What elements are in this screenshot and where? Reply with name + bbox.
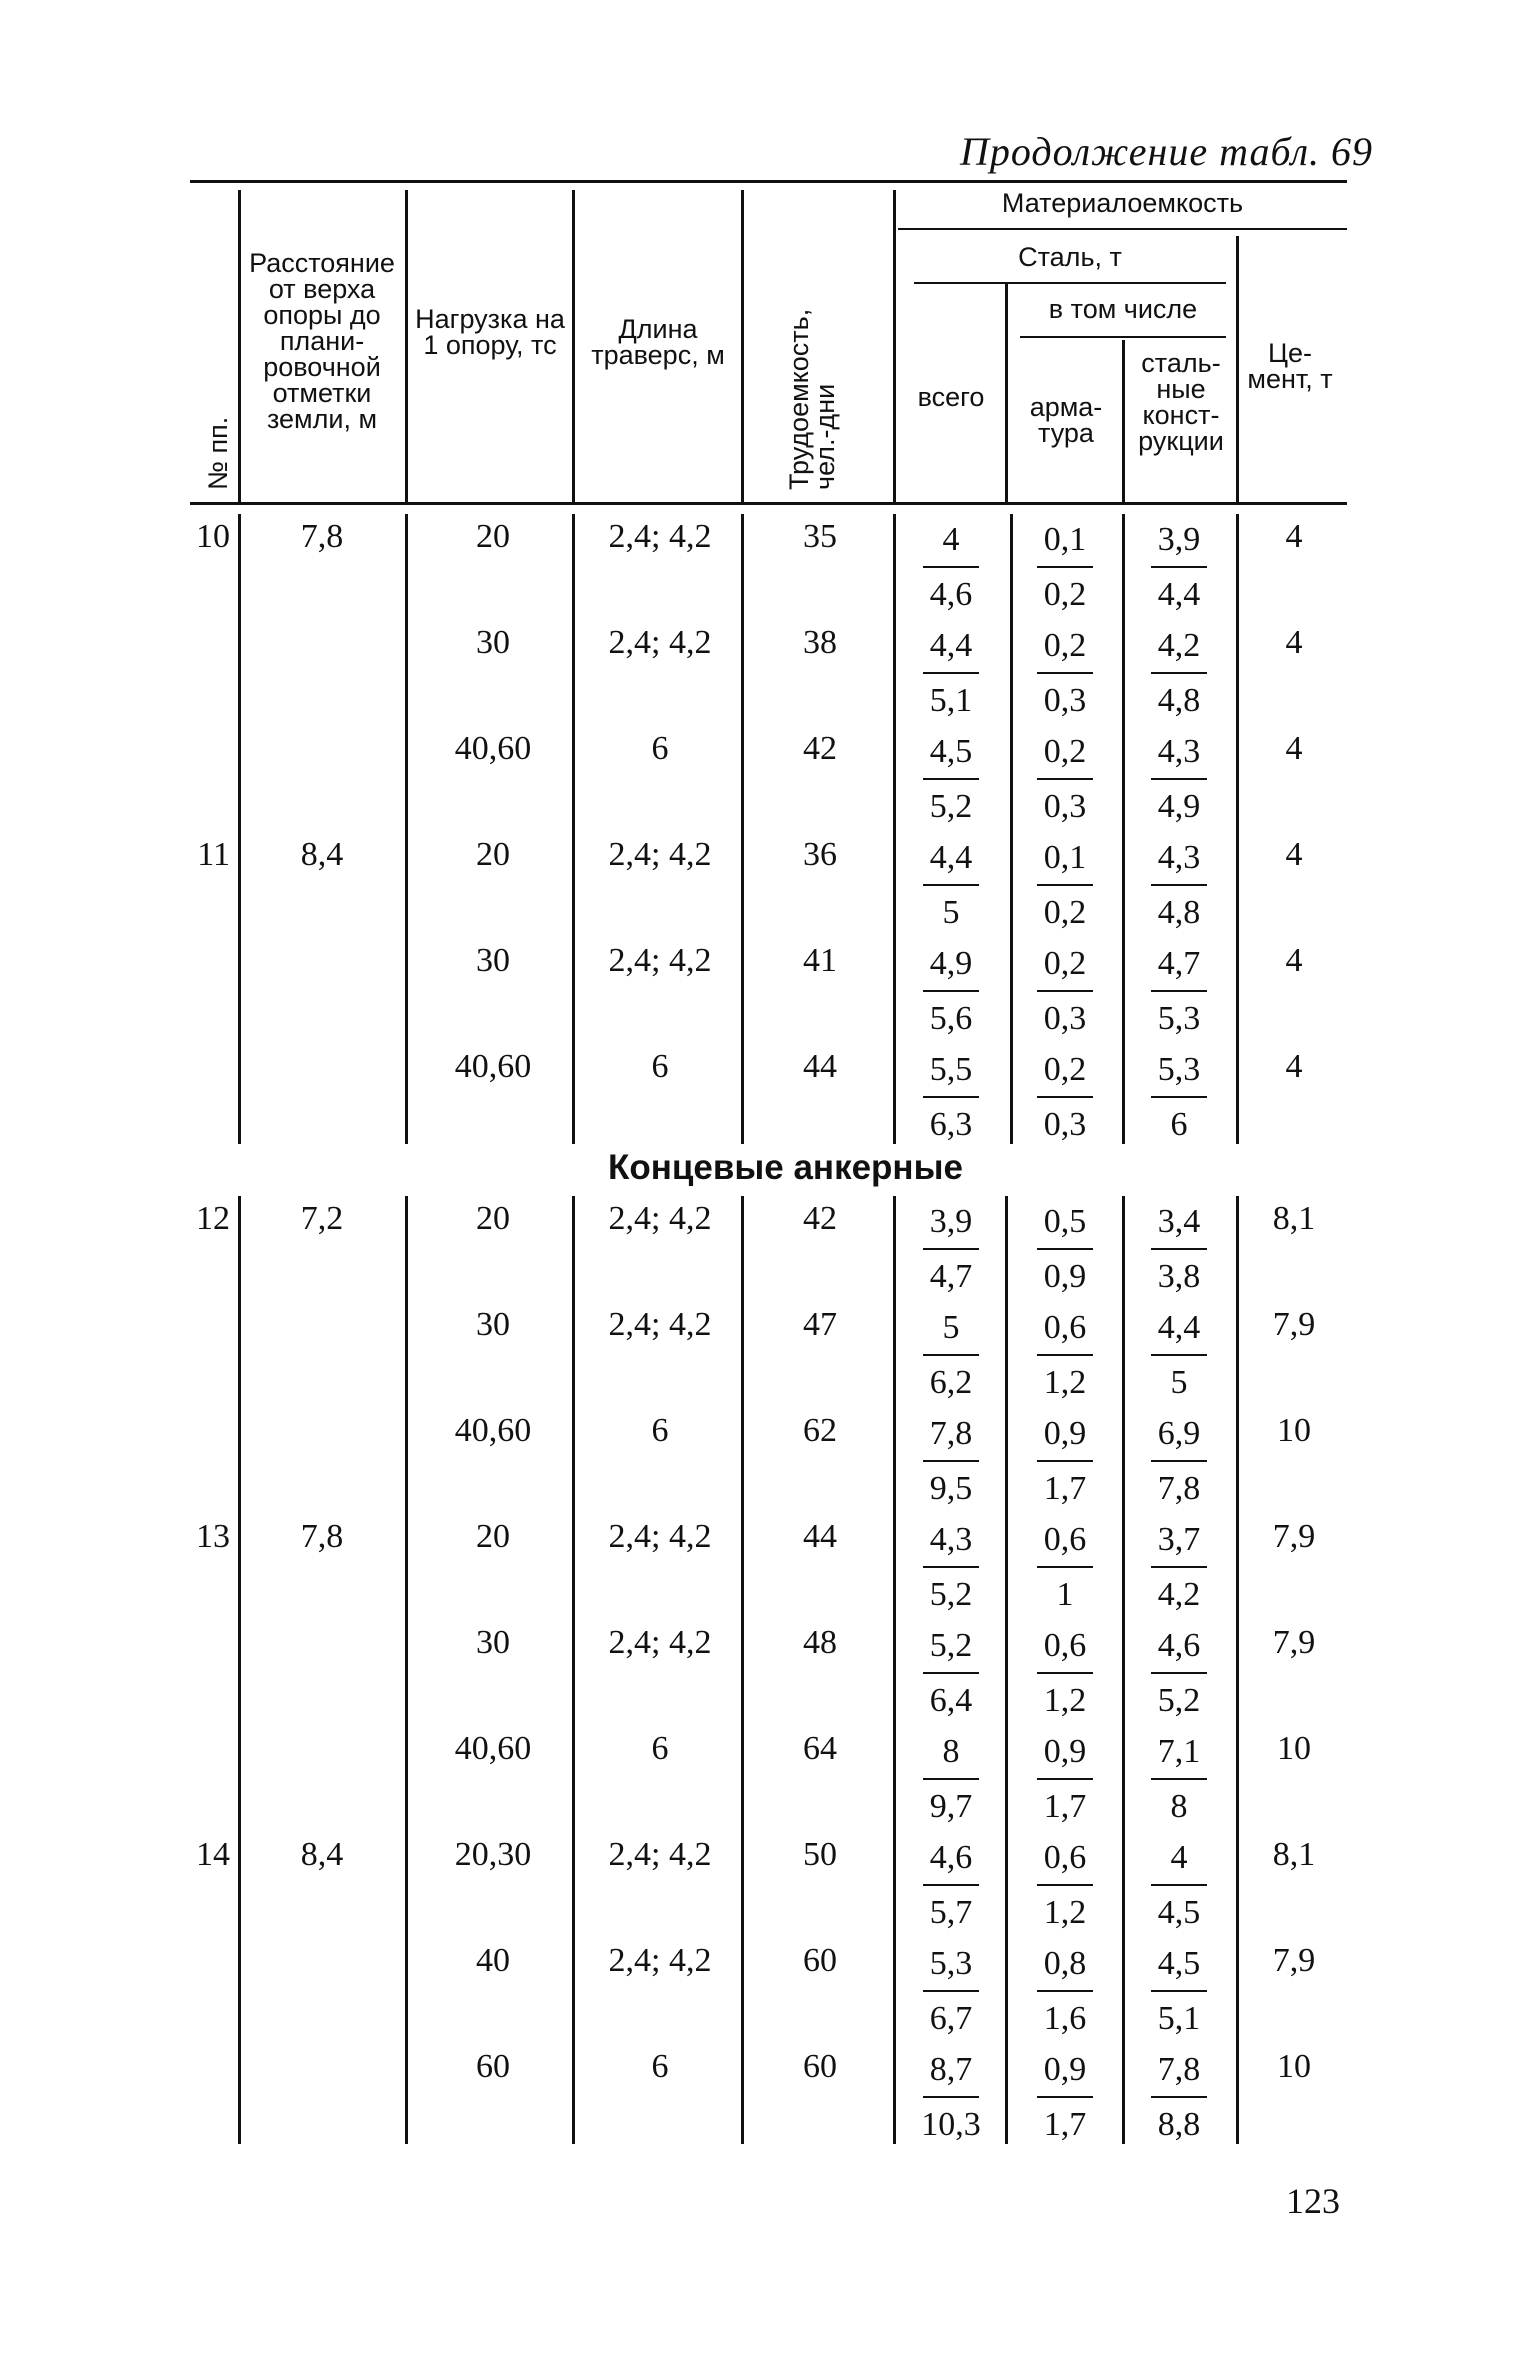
cement-cell: 7,9 [1272, 1306, 1316, 1343]
rebar-cell-numerator: 0,9 [1043, 2051, 1087, 2088]
steel-header-rule [914, 282, 1226, 284]
body2-rule-1 [238, 1196, 241, 2144]
cement-cell: 4 [1285, 942, 1303, 979]
rebar-cell-denominator: 0,3 [1043, 788, 1087, 825]
rebar-cell-numerator: 0,6 [1043, 1627, 1087, 1664]
rebar-cell-numerator: 0,9 [1043, 1733, 1087, 1770]
cement-cell: 10 [1277, 1730, 1311, 1767]
steel-structures-cell [1134, 518, 1224, 620]
steel-structures-cell [1134, 1518, 1224, 1620]
steel-total-cell [906, 1306, 996, 1408]
steel-total-cell-numerator: 5,3 [929, 1945, 973, 1982]
load-cell: 40,60 [454, 1048, 532, 1085]
steel-total-cell-numerator: 4,9 [929, 945, 973, 982]
steel-total-cell-denominator: 9,7 [929, 1788, 973, 1825]
steel-total-cell-numerator: 4,3 [929, 1521, 973, 1558]
body2-rule-2 [405, 1196, 408, 2144]
steel-structures-cell-denominator: 4,4 [1157, 576, 1201, 613]
steel-total-cell-numerator: 5,5 [929, 1051, 973, 1088]
steel-total-cell-numerator: 4,6 [929, 1839, 973, 1876]
steel-structures-cell-numerator: 3,4 [1157, 1203, 1201, 1240]
rebar-cell [1020, 2048, 1110, 2150]
steel-structures-cell-denominator: 4,2 [1157, 1576, 1201, 1613]
body2-rule-8 [1236, 1196, 1239, 2144]
labor-cell: 38 [803, 624, 837, 661]
steel-structures-cell-denominator: 4,8 [1157, 894, 1201, 931]
body2-rule-4 [741, 1196, 744, 2144]
labor-cell: 62 [803, 1412, 837, 1449]
steel-structures-cell-denominator: 8,8 [1157, 2106, 1201, 2143]
load-cell: 40,60 [454, 1730, 532, 1767]
header-total: всего [917, 382, 985, 412]
rebar-cell [1020, 1048, 1110, 1150]
steel-total-cell-denominator: 6,2 [929, 1364, 973, 1401]
header-num: № пп. [203, 416, 233, 490]
steel-structures-cell-denominator: 8 [1170, 1788, 1188, 1825]
steel-total-cell-numerator: 4,5 [929, 733, 973, 770]
length-cell: 6 [651, 1412, 669, 1449]
rebar-cell-denominator: 1,7 [1043, 1788, 1087, 1825]
section-title-end-anchor: Концевые анкерные [608, 1148, 963, 1187]
load-cell: 20 [476, 1518, 510, 1555]
steel-structures-cell [1134, 1412, 1224, 1514]
cement-cell: 8,1 [1272, 1836, 1316, 1873]
header-cement: Це-мент, т [1247, 338, 1333, 394]
body2-rule-5 [893, 1196, 896, 2144]
length-cell: 2,4; 4,2 [608, 624, 712, 661]
steel-structures-cell [1134, 942, 1224, 1044]
steel-total-cell [906, 624, 996, 726]
cement-cell: 7,9 [1272, 1518, 1316, 1555]
table-top-rule [190, 180, 1347, 183]
page-number: 123 [1286, 2181, 1340, 2221]
body1-rule-2 [405, 514, 408, 1144]
rebar-cell [1020, 942, 1110, 1044]
distance-cell: 7,2 [300, 1200, 344, 1237]
steel-total-cell [906, 836, 996, 938]
row-number: 12 [196, 1200, 230, 1237]
steel-structures-cell [1134, 836, 1224, 938]
rebar-cell [1020, 1518, 1110, 1620]
cement-cell: 4 [1285, 518, 1303, 555]
steel-structures-cell-denominator: 5,2 [1157, 1682, 1201, 1719]
cement-cell: 4 [1285, 836, 1303, 873]
including-header-rule [1020, 336, 1226, 338]
steel-total-cell-denominator: 5,2 [929, 1576, 973, 1613]
load-cell: 30 [476, 1306, 510, 1343]
steel-total-cell-denominator: 6,3 [929, 1106, 973, 1143]
length-cell: 2,4; 4,2 [608, 1836, 712, 1873]
rebar-cell [1020, 836, 1110, 938]
rebar-cell [1020, 1836, 1110, 1938]
rebar-cell-denominator: 1,2 [1043, 1682, 1087, 1719]
table-continuation-caption: Продолжение табл. 69 [960, 129, 1374, 174]
labor-cell: 44 [803, 1048, 837, 1085]
steel-structures-cell-denominator: 5,3 [1157, 1000, 1201, 1037]
rebar-cell-numerator: 0,2 [1043, 627, 1087, 664]
rebar-cell-numerator: 0,9 [1043, 1415, 1087, 1452]
cement-cell: 4 [1285, 624, 1303, 661]
rebar-cell-numerator: 0,2 [1043, 1051, 1087, 1088]
rebar-cell [1020, 1624, 1110, 1726]
rebar-cell-numerator: 0,5 [1043, 1203, 1087, 1240]
length-cell: 6 [651, 2048, 669, 2085]
steel-total-cell-denominator: 4,6 [929, 576, 973, 613]
steel-structures-cell-numerator: 4,3 [1157, 733, 1201, 770]
length-cell: 2,4; 4,2 [608, 518, 712, 555]
length-cell: 6 [651, 1048, 669, 1085]
length-cell: 2,4; 4,2 [608, 942, 712, 979]
steel-total-cell-denominator: 4,7 [929, 1258, 973, 1295]
load-cell: 30 [476, 624, 510, 661]
steel-total-cell-denominator: 5 [942, 894, 960, 931]
rebar-cell [1020, 1730, 1110, 1832]
rebar-cell [1020, 1306, 1110, 1408]
steel-structures-cell-numerator: 4,3 [1157, 839, 1201, 876]
col-rule-4 [741, 190, 744, 502]
steel-total-cell [906, 1048, 996, 1150]
rebar-cell-denominator: 0,9 [1043, 1258, 1087, 1295]
steel-structures-cell-numerator: 4,7 [1157, 945, 1201, 982]
rebar-cell [1020, 730, 1110, 832]
length-cell: 2,4; 4,2 [608, 1518, 712, 1555]
rebar-cell [1020, 518, 1110, 620]
header-labor: Трудоемкость, чел.-дни [784, 308, 840, 490]
steel-structures-cell-numerator: 7,1 [1157, 1733, 1201, 1770]
length-cell: 2,4; 4,2 [608, 1942, 712, 1979]
distance-cell: 7,8 [300, 518, 344, 555]
body1-rule-7 [1122, 514, 1125, 1144]
steel-total-cell [906, 1412, 996, 1514]
steel-structures-cell-numerator: 4,6 [1157, 1627, 1201, 1664]
rebar-cell-numerator: 0,6 [1043, 1521, 1087, 1558]
header-load: Нагрузка на 1 опору, тс [415, 304, 565, 360]
steel-structures-cell-denominator: 5 [1170, 1364, 1188, 1401]
steel-total-cell-denominator: 9,5 [929, 1470, 973, 1507]
steel-total-cell [906, 1518, 996, 1620]
steel-total-cell [906, 1836, 996, 1938]
load-cell: 30 [476, 1624, 510, 1661]
header-distance: Расстояние от верха опоры до плани-ровочной отметки земли, м [249, 248, 395, 434]
rebar-cell-numerator: 0,8 [1043, 1945, 1087, 1982]
steel-total-cell [906, 1730, 996, 1832]
body1-rule-4 [741, 514, 744, 1144]
length-cell: 2,4; 4,2 [608, 1200, 712, 1237]
load-cell: 20 [476, 518, 510, 555]
steel-structures-cell-numerator: 3,7 [1157, 1521, 1201, 1558]
rebar-cell-denominator: 0,2 [1043, 576, 1087, 613]
header-bottom-rule [190, 502, 1347, 505]
steel-total-cell [906, 1200, 996, 1302]
labor-cell: 64 [803, 1730, 837, 1767]
steel-structures-cell-denominator: 4,9 [1157, 788, 1201, 825]
labor-cell: 44 [803, 1518, 837, 1555]
body2-rule-3 [572, 1196, 575, 2144]
steel-structures-cell-numerator: 6,9 [1157, 1415, 1201, 1452]
rebar-cell-numerator: 0,6 [1043, 1309, 1087, 1346]
steel-total-cell [906, 942, 996, 1044]
steel-total-cell [906, 518, 996, 620]
steel-structures-cell [1134, 624, 1224, 726]
steel-structures-cell [1134, 1200, 1224, 1302]
steel-total-cell-denominator: 5,7 [929, 1894, 973, 1931]
steel-total-cell-numerator: 3,9 [929, 1203, 973, 1240]
labor-cell: 36 [803, 836, 837, 873]
row-number: 14 [196, 1836, 230, 1873]
load-cell: 20 [476, 1200, 510, 1237]
cement-cell: 4 [1285, 1048, 1303, 1085]
steel-total-cell-denominator: 5,1 [929, 682, 973, 719]
labor-cell: 35 [803, 518, 837, 555]
distance-cell: 8,4 [300, 1836, 344, 1873]
distance-cell: 7,8 [300, 1518, 344, 1555]
rebar-cell-denominator: 1,7 [1043, 1470, 1087, 1507]
rebar-cell [1020, 624, 1110, 726]
load-cell: 40,60 [454, 1412, 532, 1449]
steel-total-cell-denominator: 5,6 [929, 1000, 973, 1037]
labor-cell: 50 [803, 1836, 837, 1873]
steel-structures-cell-denominator: 6 [1170, 1106, 1188, 1143]
body1-rule-6 [1010, 514, 1013, 1144]
steel-structures-cell-numerator: 7,8 [1157, 2051, 1201, 2088]
load-cell: 20,30 [454, 1836, 532, 1873]
header-length: Длина траверс, м [591, 314, 725, 370]
row-number: 11 [197, 836, 230, 873]
col-rule-8 [1236, 236, 1239, 502]
rebar-cell-denominator: 0,3 [1043, 1106, 1087, 1143]
cement-cell: 10 [1277, 2048, 1311, 2085]
cement-cell: 7,9 [1272, 1624, 1316, 1661]
rebar-cell-denominator: 1 [1056, 1576, 1074, 1613]
steel-structures-cell [1134, 1836, 1224, 1938]
length-cell: 6 [651, 1730, 669, 1767]
rebar-cell-denominator: 1,7 [1043, 2106, 1087, 2143]
labor-cell: 42 [803, 1200, 837, 1237]
cement-cell: 8,1 [1272, 1200, 1316, 1237]
rebar-cell-numerator: 0,1 [1043, 839, 1087, 876]
steel-structures-cell [1134, 2048, 1224, 2150]
load-cell: 40 [476, 1942, 510, 1979]
rebar-cell [1020, 1942, 1110, 2044]
steel-structures-cell-numerator: 5,3 [1157, 1051, 1201, 1088]
load-cell: 60 [476, 2048, 510, 2085]
steel-total-cell [906, 2048, 996, 2150]
rebar-cell-denominator: 1,2 [1043, 1364, 1087, 1401]
steel-total-cell-numerator: 7,8 [929, 1415, 973, 1452]
material-header-rule [898, 228, 1347, 230]
steel-total-cell-numerator: 4,4 [929, 839, 973, 876]
labor-cell: 48 [803, 1624, 837, 1661]
steel-total-cell-numerator: 4 [942, 521, 960, 558]
load-cell: 20 [476, 836, 510, 873]
steel-structures-cell [1134, 1624, 1224, 1726]
length-cell: 6 [651, 730, 669, 767]
labor-cell: 60 [803, 2048, 837, 2085]
col-rule-3 [572, 190, 575, 502]
steel-structures-cell-numerator: 4,5 [1157, 1945, 1201, 1982]
steel-structures-cell-numerator: 4,4 [1157, 1309, 1201, 1346]
rebar-cell-numerator: 0,2 [1043, 945, 1087, 982]
steel-structures-cell-denominator: 4,8 [1157, 682, 1201, 719]
steel-total-cell-denominator: 5,2 [929, 788, 973, 825]
header-rebar: арма-тура [1029, 392, 1103, 448]
load-cell: 30 [476, 942, 510, 979]
col-rule-1 [238, 190, 241, 502]
labor-cell: 60 [803, 1942, 837, 1979]
steel-structures-cell [1134, 1306, 1224, 1408]
body2-rule-7 [1122, 1196, 1125, 2144]
steel-structures-cell-denominator: 7,8 [1157, 1470, 1201, 1507]
rebar-cell-numerator: 0,2 [1043, 733, 1087, 770]
row-number: 10 [196, 518, 230, 555]
cement-cell: 4 [1285, 730, 1303, 767]
steel-total-cell [906, 1624, 996, 1726]
body1-rule-3 [572, 514, 575, 1144]
body2-rule-6 [1005, 1196, 1008, 2144]
steel-total-cell-numerator: 8,7 [929, 2051, 973, 2088]
steel-total-cell-numerator: 4,4 [929, 627, 973, 664]
cement-cell: 7,9 [1272, 1942, 1316, 1979]
steel-total-cell-denominator: 10,3 [921, 2106, 981, 2143]
header-steel: Сталь, т [1018, 242, 1122, 272]
steel-structures-cell-numerator: 4,2 [1157, 627, 1201, 664]
header-including: в том числе [1048, 294, 1198, 324]
load-cell: 40,60 [454, 730, 532, 767]
rebar-cell-denominator: 1,2 [1043, 1894, 1087, 1931]
rebar-cell-denominator: 0,3 [1043, 682, 1087, 719]
col-rule-5 [893, 190, 896, 502]
rebar-cell-numerator: 0,6 [1043, 1839, 1087, 1876]
body1-rule-8 [1236, 514, 1239, 1144]
body1-rule-1 [238, 514, 241, 1144]
header-steel-structures: сталь-ные конст-рукции [1138, 348, 1224, 456]
steel-structures-cell [1134, 1048, 1224, 1150]
length-cell: 2,4; 4,2 [608, 1306, 712, 1343]
length-cell: 2,4; 4,2 [608, 1624, 712, 1661]
steel-structures-cell-denominator: 5,1 [1157, 2000, 1201, 2037]
steel-structures-cell [1134, 730, 1224, 832]
cement-cell: 10 [1277, 1412, 1311, 1449]
row-number: 13 [196, 1518, 230, 1555]
steel-total-cell-numerator: 8 [942, 1733, 960, 1770]
rebar-cell-numerator: 0,1 [1043, 521, 1087, 558]
length-cell: 2,4; 4,2 [608, 836, 712, 873]
steel-total-cell-numerator: 5 [942, 1309, 960, 1346]
labor-cell: 42 [803, 730, 837, 767]
steel-structures-cell-denominator: 4,5 [1157, 1894, 1201, 1931]
col-rule-7 [1122, 340, 1125, 502]
steel-total-cell [906, 1942, 996, 2044]
steel-total-cell [906, 730, 996, 832]
rebar-cell-denominator: 1,6 [1043, 2000, 1087, 2037]
header-material: Материалоемкость [1001, 188, 1244, 218]
rebar-cell-denominator: 0,2 [1043, 894, 1087, 931]
rebar-cell-denominator: 0,3 [1043, 1000, 1087, 1037]
steel-structures-cell-numerator: 4 [1170, 1839, 1188, 1876]
rebar-cell [1020, 1412, 1110, 1514]
steel-total-cell-denominator: 6,7 [929, 2000, 973, 2037]
steel-total-cell-denominator: 6,4 [929, 1682, 973, 1719]
labor-cell: 41 [803, 942, 837, 979]
body1-rule-5 [893, 514, 896, 1144]
steel-structures-cell [1134, 1942, 1224, 2044]
steel-total-cell-numerator: 5,2 [929, 1627, 973, 1664]
distance-cell: 8,4 [300, 836, 344, 873]
steel-structures-cell-denominator: 3,8 [1157, 1258, 1201, 1295]
steel-structures-cell [1134, 1730, 1224, 1832]
labor-cell: 47 [803, 1306, 837, 1343]
rebar-cell [1020, 1200, 1110, 1302]
steel-structures-cell-numerator: 3,9 [1157, 521, 1201, 558]
